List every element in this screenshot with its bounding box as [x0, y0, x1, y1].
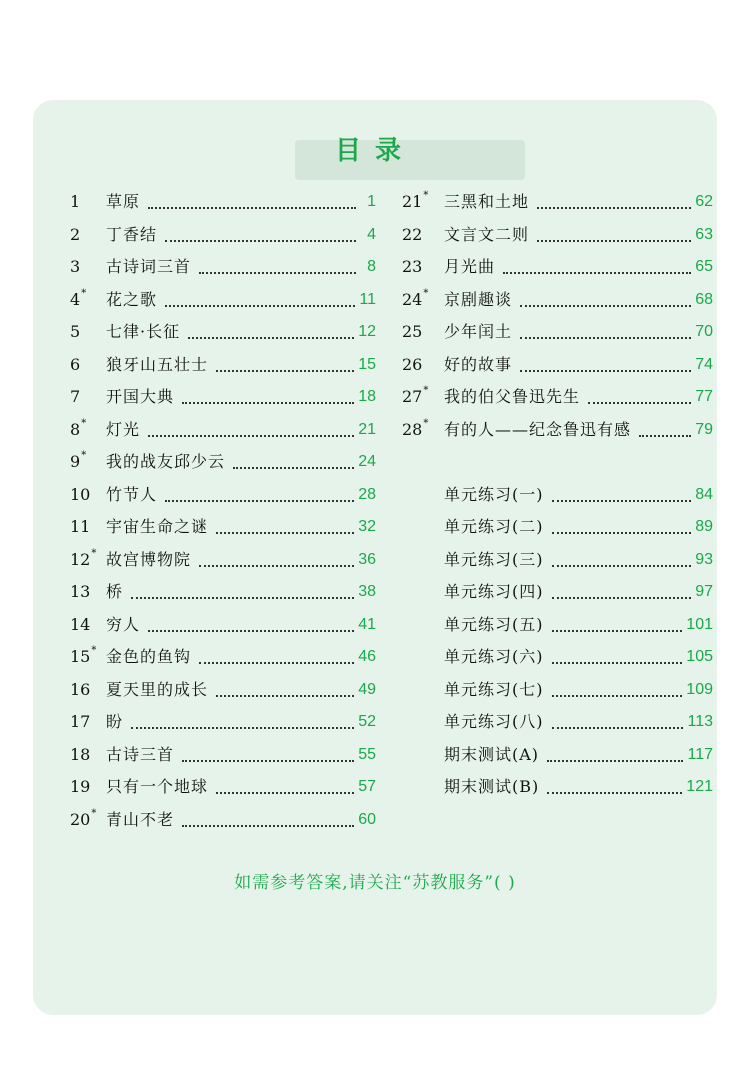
entry-page-number: 97 — [695, 583, 713, 600]
entry-title: 七律·长征 — [106, 322, 181, 341]
entry-page-number: 68 — [695, 290, 713, 308]
entry-number-text: 5 — [70, 322, 81, 341]
toc-entry[interactable] — [402, 219, 713, 252]
entry-page-number: 63 — [695, 225, 713, 243]
entry-number — [70, 544, 96, 577]
entry-line — [106, 706, 376, 739]
optional-reading-star: * — [91, 645, 97, 656]
entry-line — [106, 609, 376, 642]
entry-page-number: 1 — [367, 193, 376, 210]
entry-title: 故宫博物院 — [106, 549, 192, 569]
toc-entry[interactable] — [70, 284, 376, 317]
dot-leader — [552, 695, 683, 697]
entry-title: 单元练习(四) — [444, 582, 544, 601]
entry-title: 竹节人 — [106, 484, 158, 504]
dot-leader — [233, 467, 354, 469]
entry-title: 单元练习(六) — [444, 647, 544, 666]
dot-leader — [131, 597, 354, 599]
dot-leader — [547, 792, 682, 794]
entry-title: 金色的鱼钩 — [106, 647, 192, 666]
entry-number-text: 18 — [70, 744, 91, 764]
entry-number — [70, 771, 91, 804]
entry-title: 只有一个地球 — [106, 777, 209, 796]
entry-line — [106, 284, 376, 317]
dot-leader — [182, 760, 354, 762]
dot-leader — [165, 305, 355, 307]
entry-line — [444, 479, 713, 512]
toc-entry[interactable] — [402, 381, 713, 414]
entry-number — [70, 706, 91, 739]
entry-page-number: 24 — [358, 453, 376, 470]
toc-entry[interactable] — [402, 706, 713, 739]
entry-line — [106, 511, 376, 544]
toc-entry[interactable] — [70, 804, 376, 837]
dot-leader — [552, 630, 683, 632]
entry-number-text: 2 — [70, 224, 81, 244]
entry-page-number: 11 — [359, 290, 376, 308]
toc-entry[interactable] — [402, 511, 713, 544]
entry-number — [402, 251, 423, 284]
toc-entry[interactable] — [70, 381, 376, 414]
entry-number-text: 22 — [402, 224, 423, 244]
toc-entry[interactable] — [70, 739, 376, 772]
dot-leader — [216, 532, 354, 534]
entry-page-number: 62 — [695, 193, 713, 210]
dot-leader — [199, 662, 354, 664]
dot-leader — [165, 500, 354, 502]
entry-number-text: 11 — [70, 517, 91, 536]
entry-title: 古诗三首 — [106, 744, 175, 764]
dot-leader — [588, 402, 691, 404]
dot-leader — [520, 337, 691, 339]
dot-leader — [182, 402, 354, 404]
entry-title: 有的人——纪念鲁迅有感 — [444, 419, 632, 439]
entry-number-text: 19 — [70, 777, 91, 796]
entry-page-number: 101 — [686, 615, 713, 633]
entry-number-text: 28 — [402, 419, 423, 439]
toc-entry[interactable] — [70, 609, 376, 642]
toc-entry[interactable] — [70, 544, 376, 577]
entry-line — [444, 609, 713, 642]
entry-page-number: 41 — [358, 615, 376, 633]
entry-line — [444, 251, 713, 284]
entry-page-number: 57 — [358, 778, 376, 795]
entry-line — [106, 479, 376, 512]
toc-entry[interactable] — [402, 349, 713, 382]
toc-entry[interactable] — [70, 641, 376, 674]
dot-leader — [547, 760, 683, 762]
entry-number-text: 10 — [70, 484, 91, 504]
entry-number-text: 16 — [70, 679, 91, 699]
entry-page-number: 74 — [695, 355, 713, 373]
toc-entry[interactable] — [70, 251, 376, 284]
entry-number-text: 12 — [70, 549, 91, 569]
entry-number — [70, 804, 96, 837]
entry-page-number: 52 — [358, 713, 376, 730]
optional-reading-star: * — [91, 807, 97, 819]
entry-line — [106, 381, 376, 414]
entry-number — [402, 186, 428, 219]
toc-entry[interactable] — [70, 446, 376, 479]
entry-page-number: 60 — [358, 810, 376, 828]
entry-title: 期末测试(A) — [444, 744, 540, 764]
toc-entry[interactable] — [402, 576, 713, 609]
entry-title: 单元练习(八) — [444, 712, 544, 731]
dot-leader — [552, 727, 684, 729]
entry-line — [444, 674, 713, 707]
toc-entry[interactable] — [402, 641, 713, 674]
entry-page-number: 28 — [358, 485, 376, 503]
dot-leader — [520, 305, 691, 307]
dot-leader — [537, 207, 691, 209]
entry-line — [444, 349, 713, 382]
entry-page-number: 109 — [686, 680, 713, 698]
toc-entry[interactable] — [402, 316, 713, 349]
entry-title: 宇宙生命之谜 — [106, 517, 209, 536]
entry-number — [70, 479, 91, 512]
entry-line — [106, 316, 376, 349]
entry-number-text: 8 — [70, 419, 81, 439]
dot-leader — [639, 435, 691, 437]
dot-leader — [188, 337, 354, 339]
entry-page-number: 15 — [358, 355, 376, 373]
toc-entry[interactable] — [70, 511, 376, 544]
entry-number — [70, 739, 91, 772]
dot-leader — [537, 240, 691, 242]
entry-title: 文言文二则 — [444, 224, 530, 244]
entry-number — [70, 576, 91, 609]
entry-title: 三黑和土地 — [444, 192, 530, 211]
entry-page-number: 18 — [358, 388, 376, 405]
entry-number — [70, 219, 81, 252]
entry-title: 我的伯父鲁迅先生 — [444, 387, 581, 406]
entry-line — [444, 381, 713, 414]
entry-number-text: 20 — [70, 809, 91, 829]
entry-page-number: 32 — [358, 518, 376, 535]
entry-number — [402, 219, 423, 252]
dot-leader — [199, 272, 356, 274]
dot-leader — [552, 565, 692, 567]
optional-reading-star: * — [423, 385, 429, 396]
entry-line — [444, 576, 713, 609]
dot-leader — [520, 370, 691, 372]
entry-line — [106, 186, 376, 219]
entry-number-text: 26 — [402, 354, 423, 374]
toc-entry[interactable] — [70, 674, 376, 707]
dot-leader — [552, 532, 692, 534]
toc-entry[interactable] — [402, 284, 713, 317]
entry-line — [106, 576, 376, 609]
entry-line — [106, 219, 376, 252]
entry-number — [402, 349, 423, 382]
entry-title: 夏天里的成长 — [106, 679, 209, 699]
dot-leader — [148, 630, 354, 632]
entry-title: 单元练习(二) — [444, 517, 544, 536]
entry-number — [70, 186, 81, 219]
entry-number — [70, 641, 96, 674]
entry-title: 丁香结 — [106, 224, 158, 244]
entry-page-number: 65 — [695, 258, 713, 275]
entry-line — [106, 641, 376, 674]
entry-number-text: 6 — [70, 354, 81, 374]
entry-line — [106, 544, 376, 577]
entry-page-number: 93 — [695, 550, 713, 568]
entry-page-number: 113 — [687, 713, 713, 730]
entry-title: 我的战友邱少云 — [106, 452, 226, 471]
entry-number — [402, 316, 423, 349]
answer-notice: 如需参考答案,请关注“苏教服务”( ) — [234, 873, 516, 893]
entry-line — [106, 674, 376, 707]
entry-number — [402, 414, 428, 447]
optional-reading-star: * — [81, 287, 87, 299]
dot-leader — [216, 370, 354, 372]
toc-entry[interactable] — [70, 576, 376, 609]
toc-entry[interactable] — [70, 414, 376, 447]
entry-line — [444, 739, 713, 772]
entry-title: 狼牙山五壮士 — [106, 354, 209, 374]
dot-leader — [165, 240, 356, 242]
entry-line — [444, 511, 713, 544]
entry-title: 穷人 — [106, 614, 141, 634]
entry-line — [106, 739, 376, 772]
dot-leader — [552, 500, 692, 502]
entry-title: 单元练习(七) — [444, 679, 544, 699]
entry-title: 开国大典 — [106, 387, 175, 406]
entry-page-number: 117 — [687, 745, 713, 763]
entry-line — [444, 316, 713, 349]
entry-line — [106, 446, 376, 479]
dot-leader — [552, 662, 683, 664]
dot-leader — [216, 792, 354, 794]
toc-entry[interactable] — [402, 544, 713, 577]
entry-line — [106, 414, 376, 447]
toc-entry[interactable] — [402, 674, 713, 707]
entry-number — [70, 414, 86, 447]
entry-page-number: 49 — [358, 680, 376, 698]
entry-page-number: 12 — [358, 323, 376, 340]
entry-page-number: 84 — [695, 485, 713, 503]
entry-page-number: 38 — [358, 583, 376, 600]
toc-entry[interactable] — [70, 186, 376, 219]
entry-number-text: 1 — [70, 192, 81, 211]
entry-page-number: 121 — [686, 778, 713, 795]
dot-leader — [552, 597, 692, 599]
entry-page-number: 8 — [367, 258, 376, 275]
entry-line — [444, 771, 713, 804]
entry-page-number: 36 — [358, 550, 376, 568]
entry-title: 单元练习(一) — [444, 484, 544, 504]
toc-entry[interactable] — [70, 316, 376, 349]
toc-entry[interactable] — [402, 609, 713, 642]
dot-leader — [182, 825, 354, 827]
entry-number-text: 24 — [402, 289, 423, 309]
entry-title: 京剧趣谈 — [444, 289, 513, 309]
dot-leader — [199, 565, 354, 567]
entry-number — [70, 349, 81, 382]
dot-leader — [131, 727, 354, 729]
entry-page-number: 4 — [367, 225, 376, 243]
entry-number — [70, 511, 91, 544]
entry-title: 盼 — [106, 712, 124, 731]
toc-entry[interactable] — [402, 251, 713, 284]
optional-reading-star: * — [81, 450, 87, 461]
entry-number — [70, 316, 81, 349]
entry-number — [70, 381, 81, 414]
entry-number-text: 13 — [70, 582, 91, 601]
dot-leader — [216, 695, 354, 697]
entry-number — [402, 284, 428, 317]
entry-number — [402, 381, 428, 414]
entry-number-text: 9 — [70, 452, 81, 471]
toc-entry[interactable] — [70, 349, 376, 382]
entry-title: 期末测试(B) — [444, 777, 540, 796]
entry-number-text: 3 — [70, 257, 81, 276]
entry-number — [70, 609, 91, 642]
entry-number-text: 7 — [70, 387, 81, 406]
toc-entry[interactable] — [402, 739, 713, 772]
entry-page-number: 79 — [695, 420, 713, 438]
entry-line — [106, 251, 376, 284]
entry-title: 桥 — [106, 582, 124, 601]
entry-title: 花之歌 — [106, 289, 158, 309]
entry-line — [444, 544, 713, 577]
optional-reading-star: * — [423, 287, 429, 299]
entry-number — [70, 251, 81, 284]
entry-number-text: 15 — [70, 647, 91, 666]
dot-leader — [503, 272, 691, 274]
entry-title: 古诗词三首 — [106, 257, 192, 276]
entry-number-text: 27 — [402, 387, 423, 406]
entry-number-text: 17 — [70, 712, 91, 731]
entry-line — [444, 186, 713, 219]
optional-reading-star: * — [423, 190, 429, 201]
entry-page-number: 21 — [358, 420, 376, 438]
entry-page-number: 89 — [695, 518, 713, 535]
entry-title: 单元练习(三) — [444, 549, 544, 569]
toc-entry[interactable] — [70, 479, 376, 512]
entry-title: 草原 — [106, 192, 141, 211]
optional-reading-star: * — [81, 417, 87, 429]
entry-title: 好的故事 — [444, 354, 513, 374]
toc-entry[interactable] — [402, 414, 713, 447]
entry-line — [106, 349, 376, 382]
entry-line — [106, 771, 376, 804]
entry-page-number: 77 — [695, 388, 713, 405]
entry-number-text: 14 — [70, 614, 91, 634]
optional-reading-star: * — [423, 417, 429, 429]
entry-number — [70, 446, 86, 479]
dot-leader — [148, 207, 356, 209]
entry-page-number: 55 — [358, 745, 376, 763]
entry-number-text: 4 — [70, 289, 81, 309]
toc-entry[interactable] — [70, 219, 376, 252]
entry-line — [444, 284, 713, 317]
entry-number — [70, 674, 91, 707]
entry-line — [444, 219, 713, 252]
entry-title: 青山不老 — [106, 809, 175, 829]
entry-title: 单元练习(五) — [444, 614, 544, 634]
page-title: 目录 — [334, 136, 415, 166]
toc-entry[interactable] — [70, 706, 376, 739]
spacer — [402, 446, 713, 479]
entry-line — [106, 804, 376, 837]
dot-leader — [148, 435, 354, 437]
entry-title: 灯光 — [106, 419, 141, 439]
toc-entry[interactable] — [402, 186, 713, 219]
entry-number-text: 25 — [402, 322, 423, 341]
entry-line — [444, 414, 713, 447]
toc-left-column — [70, 186, 376, 836]
entry-title: 月光曲 — [444, 257, 496, 276]
toc-right-column — [402, 186, 713, 804]
toc-entry[interactable] — [402, 771, 713, 804]
entry-number-text: 23 — [402, 257, 423, 276]
entry-page-number: 46 — [358, 648, 376, 665]
entry-page-number: 70 — [695, 323, 713, 340]
entry-number — [70, 284, 86, 317]
toc-entry[interactable] — [70, 771, 376, 804]
optional-reading-star: * — [91, 547, 97, 559]
entry-number-text: 21 — [402, 192, 423, 211]
entry-line — [444, 706, 713, 739]
toc-entry[interactable] — [402, 479, 713, 512]
entry-line — [444, 641, 713, 674]
entry-page-number: 105 — [686, 648, 713, 665]
entry-title: 少年闰土 — [444, 322, 513, 341]
